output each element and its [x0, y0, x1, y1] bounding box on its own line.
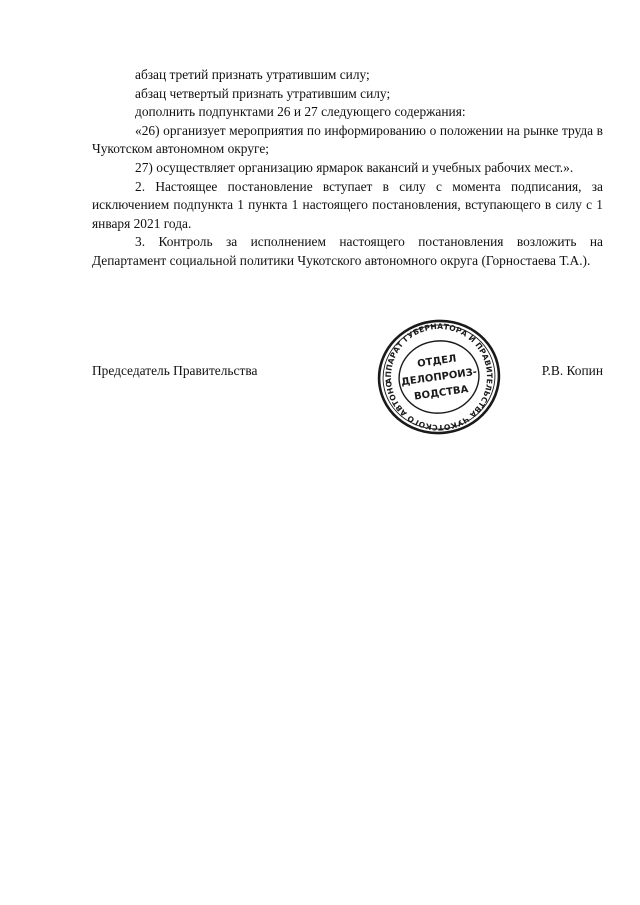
- paragraph: абзац четвертый признать утратившим силу;: [135, 85, 391, 101]
- official-stamp: [367, 318, 511, 436]
- paragraph: абзац третий признать утратившим силу;: [135, 67, 370, 82]
- paragraph: дополнить подпунктами 26 и 27 следующего содержания:: [135, 104, 466, 120]
- document-body: [92, 66, 603, 271]
- stamp-center-line: ВОДСТВА: [413, 384, 470, 403]
- paragraph: 2. Настоящее постановление вступает в силу с момента подписания, за исключением подпункта 1 пункта 1 настоящего постановления, вступающего в силу с 1 января 2021 года.: [92, 178, 603, 231]
- paragraph: «26) организует мероприятия по информированию о положении на рынке труда в Чукотском автономном округе;: [92, 122, 603, 157]
- stamp-center-line: ОТДЕЛ: [416, 353, 458, 370]
- paragraph: 27) осуществляет организацию ярмарок вакансий и учебных рабочих мест.».: [135, 159, 574, 175]
- stamp-ring-text: АППАРАТ ГУБЕРНАТОРА И ПРАВИТЕЛЬСТВА ЧУКОТСКОГО АВТОНОМНОГО: [383, 321, 495, 433]
- stamp-center-line: ДЕЛОПРОИЗ-: [400, 366, 478, 389]
- paragraph: 3. Контроль за исполнением настоящего постановления возложить на Департамент социальной политики Чукотского автономного округа (Горностаева Т.А.).: [92, 234, 603, 268]
- signatory-position: Председатель Правительства: [92, 363, 258, 378]
- signatory-name: Р.В. Копин: [541, 363, 603, 378]
